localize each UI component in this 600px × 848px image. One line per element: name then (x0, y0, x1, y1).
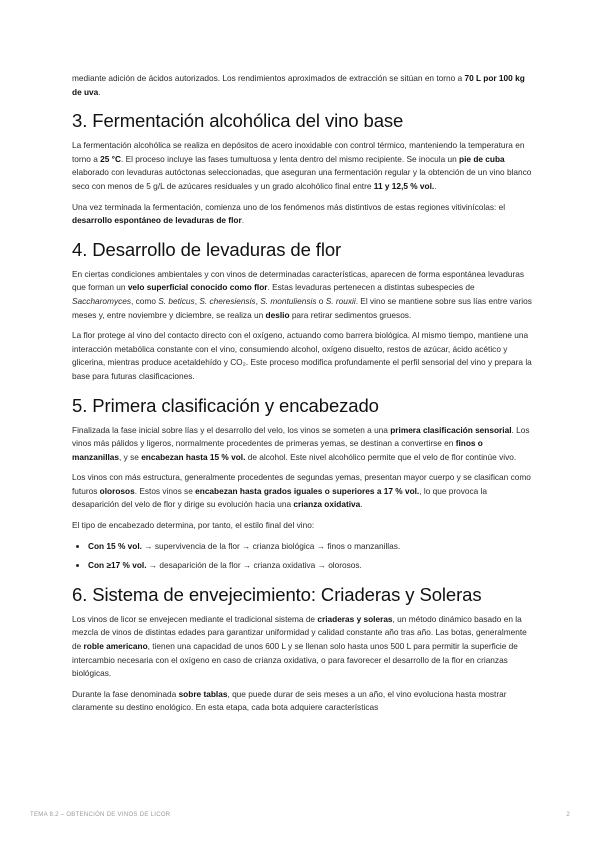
section-6-heading: 6. Sistema de envejecimiento: Criaderas y Soleras (72, 583, 482, 605)
footer-title: TEMA 8.2 – OBTENCIÓN DE VINOS DE LICOR (30, 812, 171, 818)
list-item: • Con 15 % vol. → supervivencia de la flor → crianza biológica → finos o manzanillas. (88, 540, 532, 554)
list-item: • Con ≥17 % vol. → desaparición de la flor → crianza oxidativa → olorosos. (88, 559, 532, 573)
section-3-paragraph-2: Una vez terminada la fermentación, comienza uno de los fenómenos más distintivos de estas regiones vitivinícolas: el desarrollo espontáneo de levaduras de flor. (72, 201, 506, 226)
section-5-heading: 5. Primera clasificación y encabezado (72, 394, 379, 416)
section-4-paragraph-2: La flor protege al vino del contacto directo con el oxígeno, actuando como barrera biológica. Al mismo tiempo, mantiene una interacción metabólica constante con el vino, consumiendo alcohol, oxígeno disuelto, restos de azúcar, ácido acético y glicerina, mientras produce acetaldehído y CO₂. Este proceso modifica profundamente el perfil sensorial del vino y prepara la base para futuras clasificaciones. (72, 330, 532, 381)
page-number: 2 (566, 812, 570, 818)
section-6-paragraph-1: Los vinos de licor se envejecen mediante el tradicional sistema de criaderas y soleras, un método dinámico basado en la mezcla de vinos de distintas edades para garantizar uniformidad y calidad constante año tras año. Las botas, generalmente de roble americano, tienen una capacidad de unos 600 L y se llenan solo hasta unos 500 L para permitir la superficie de intercambio necesaria con el oxígeno en caso de crianza oxidativa, o para favorecer el desarrollo de la flor en crianzas biológicas. (72, 613, 527, 679)
intro-paragraph: mediante adición de ácidos autorizados. Los rendimientos aproximados de extracción se sitúan en torno a 70 L por 100 kg de uva. (72, 73, 525, 97)
section-4-paragraph-1: En ciertas condiciones ambientales y con vinos de determinadas características, aparecen de forma espontánea levaduras que forman un velo superficial conocido como flor. Estas levaduras pertenecen a distintas subespecies de Saccharomyces, como S. beticus, S. cheresiensis, S. montuliensis o S. rouxii. El vino se mantiene sobre sus lías entre varios meses y, entre noviembre y diciembre, se realiza un deslio para retirar sedimentos gruesos. (72, 268, 532, 320)
section-5-paragraph-1: Finalizada la fase inicial sobre lías y el desarrollo del velo, los vinos se someten a una primera clasificación sensorial. Los vinos más pálidos y ligeros, normalmente procedentes de primeras yemas, se destinan a convertirse en finos o manzanillas, y se encabezan hasta 15 % vol. de alcohol. Este nivel alcohólico permite que el velo de flor continúe vivo. (72, 424, 530, 462)
wine-style-list (72, 540, 532, 573)
section-5-paragraph-3: El tipo de encabezado determina, por tanto, el estilo final del vino: (72, 520, 315, 531)
page-footer (30, 812, 570, 818)
section-3-paragraph-1: La fermentación alcohólica se realiza en depósitos de acero inoxidable con control térmico, manteniendo la temperatura en torno a 25 °C. El proceso incluye las fases tumultuosa y lenta dentro del mismo recipiente. Se inocula un pie de cuba elaborado con levaduras autóctonas seleccionadas, que aseguran una fermentación regular y la obtención de un vino blanco seco con menos de 5 g/L de azúcares residuales y un grado alcohólico final entre 11 y 12,5 % vol.. (72, 140, 532, 191)
section-6-paragraph-2: Durante la fase denominada sobre tablas, que puede durar de seis meses a un año, el vino evoluciona hasta mostrar claramente su destino enológico. En esta etapa, cada bota adquiere características (72, 688, 507, 713)
page-content (72, 72, 532, 722)
section-3-heading: 3. Fermentación alcohólica del vino base (72, 110, 404, 132)
section-4-heading: 4. Desarrollo de levaduras de flor (72, 238, 342, 260)
section-5-paragraph-2: Los vinos con más estructura, generalmente procedentes de segundas yemas, presentan mayor cuerpo y se clasifican como futuros olorosos. Estos vinos se encabezan hasta grados iguales o superiores a 17 % vol., lo que provoca la desaparición del velo de flor y dirige su evolución hacia una crianza oxidativa. (72, 472, 531, 510)
